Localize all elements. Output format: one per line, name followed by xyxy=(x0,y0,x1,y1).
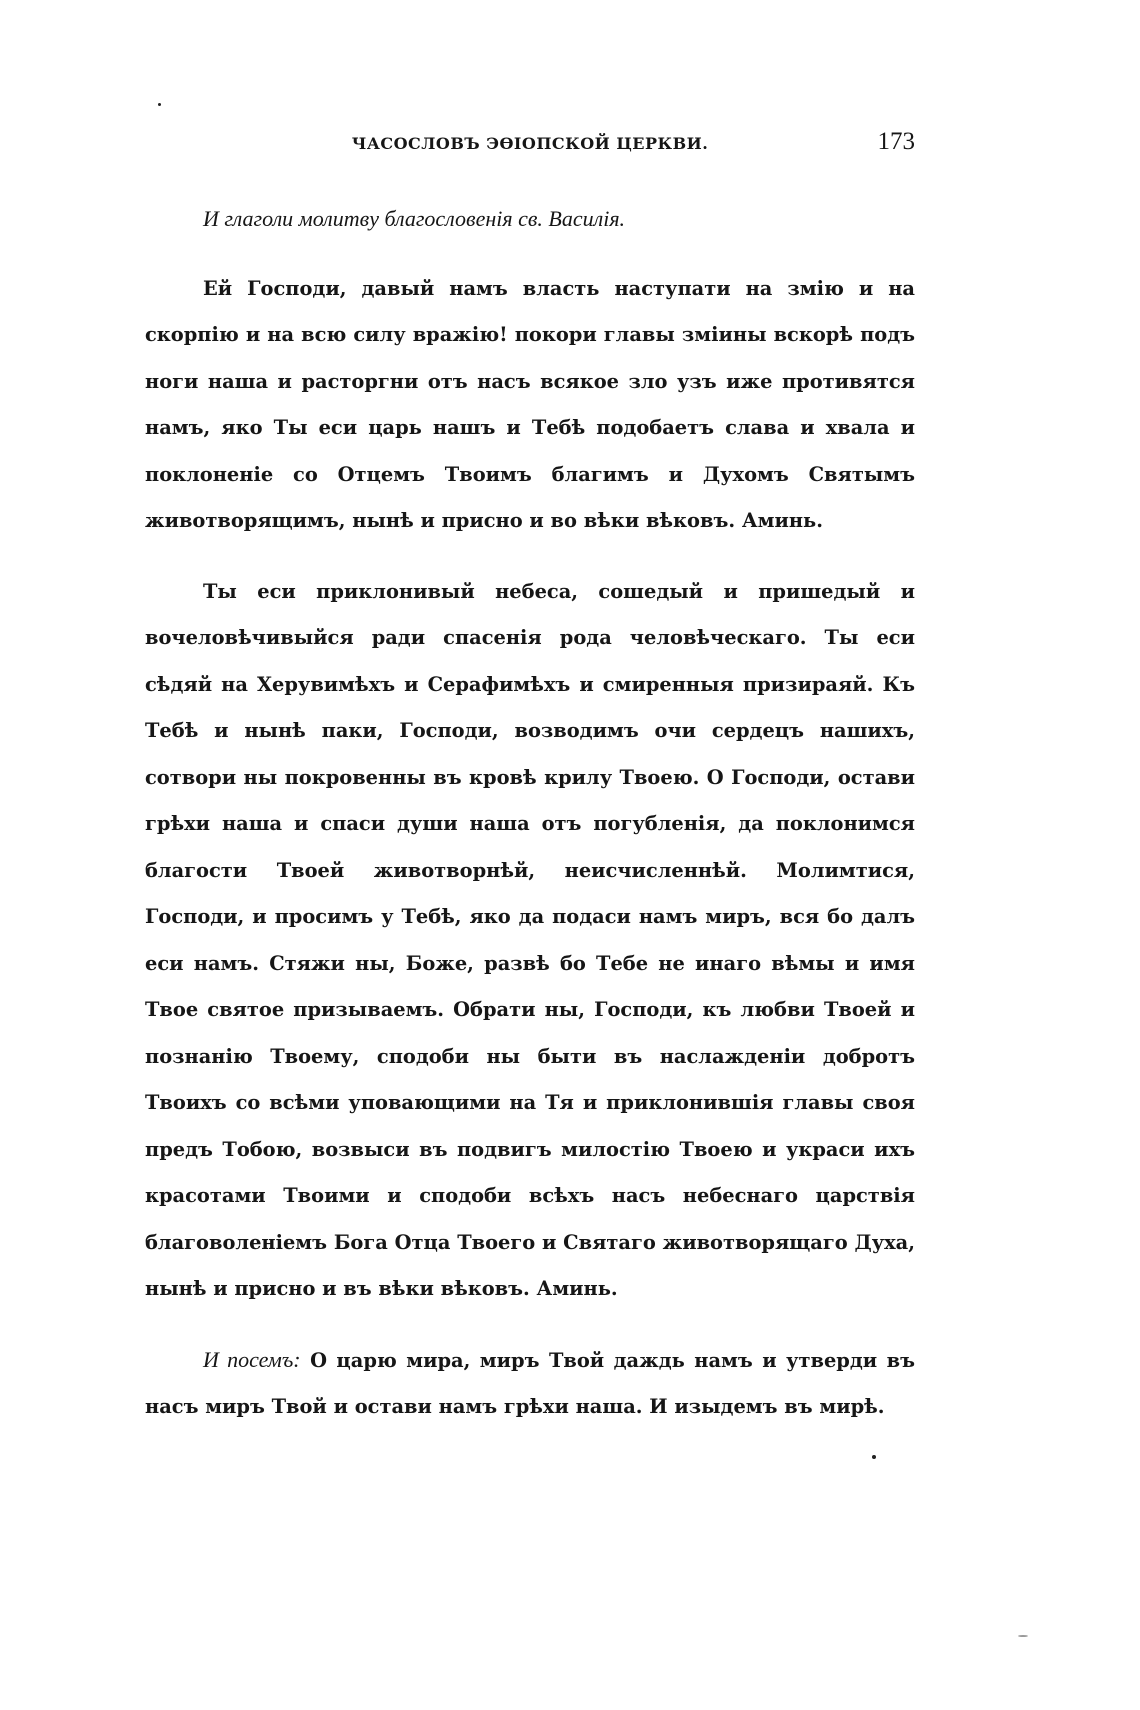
closing-paragraph xyxy=(145,1337,915,1431)
closing-text: О царю мира, миръ Твой даждь намъ и утверди въ насъ миръ Твой и остави намъ грѣхи наша. И изыдемъ въ мирѣ. xyxy=(145,1348,915,1418)
print-speck xyxy=(158,103,161,106)
print-speck xyxy=(1018,1635,1028,1637)
print-speck xyxy=(872,1455,876,1459)
closing-rubric: И посемъ: xyxy=(203,1346,301,1372)
rubric-heading xyxy=(145,196,915,244)
prayer-paragraph-2: Ты еси приклонивый небеса, сошедый и пришедый и вочеловѣчивыйся ради спасенія рода человѣческаго. Ты еси сѣдяй на Херувимѣхъ и Серафимѣхъ и смиренныя призираяй. Къ Тебѣ и нынѣ паки, Господи, возводимъ очи сердецъ нашихъ, сотвори ны покровенны въ кровѣ крилу Твоею. О Господи, остави грѣхи наша и спаси души наша отъ погубленія, да поклонимся благости Твоей животворнѣй, неисчисленнѣй. Молимтися, Господи, и просимъ у Тебѣ, яко да подаси намъ миръ, вся бо далъ еси намъ. Стяжи ны, Боже, развѣ бо Тебе не инаго вѣмы и имя Твое святое призываемъ. Обрати ны, Господи, къ любви Твоей и познанію Твоему, сподоби ны быти въ наслажденіи добротъ Твоихъ со всѣми уповающими на Тя и приклонившія главы своя предъ Тобою, возвыси въ подвигъ милостію Твоею и украси ихъ красотами Твоими и сподоби всѣхъ насъ небеснаго царствія благоволеніемъ Бога Отца Твоего и Святаго животворящаго Духа, нынѣ и присно и въ вѣки вѣковъ. Аминь. xyxy=(145,579,915,1300)
rubric-heading-text: И глаголи молитву благословенія св. Василія. xyxy=(203,206,626,231)
prayer-paragraph-1: Ей Господи, давый намъ власть наступати на змію и на скорпію и на всю силу вражію! покори главы зміины вскорѣ подъ ноги наша и расторгни отъ насъ всякое зло узъ иже противятся намъ, яко Ты еси царь нашъ и Тебѣ подобаетъ слава и хвала и поклоненіе со Отцемъ Твоимъ благимъ и Духомъ Святымъ животворящимъ, нынѣ и присно и во вѣки вѣковъ. Аминь. xyxy=(145,276,915,532)
running-title: ЧАСОСЛОВЪ ЭѲІОПСКОЙ ЦЕРКВИ. xyxy=(351,134,709,153)
page-header xyxy=(145,128,915,164)
page-body xyxy=(145,196,915,1431)
page-number: 173 xyxy=(877,128,915,155)
